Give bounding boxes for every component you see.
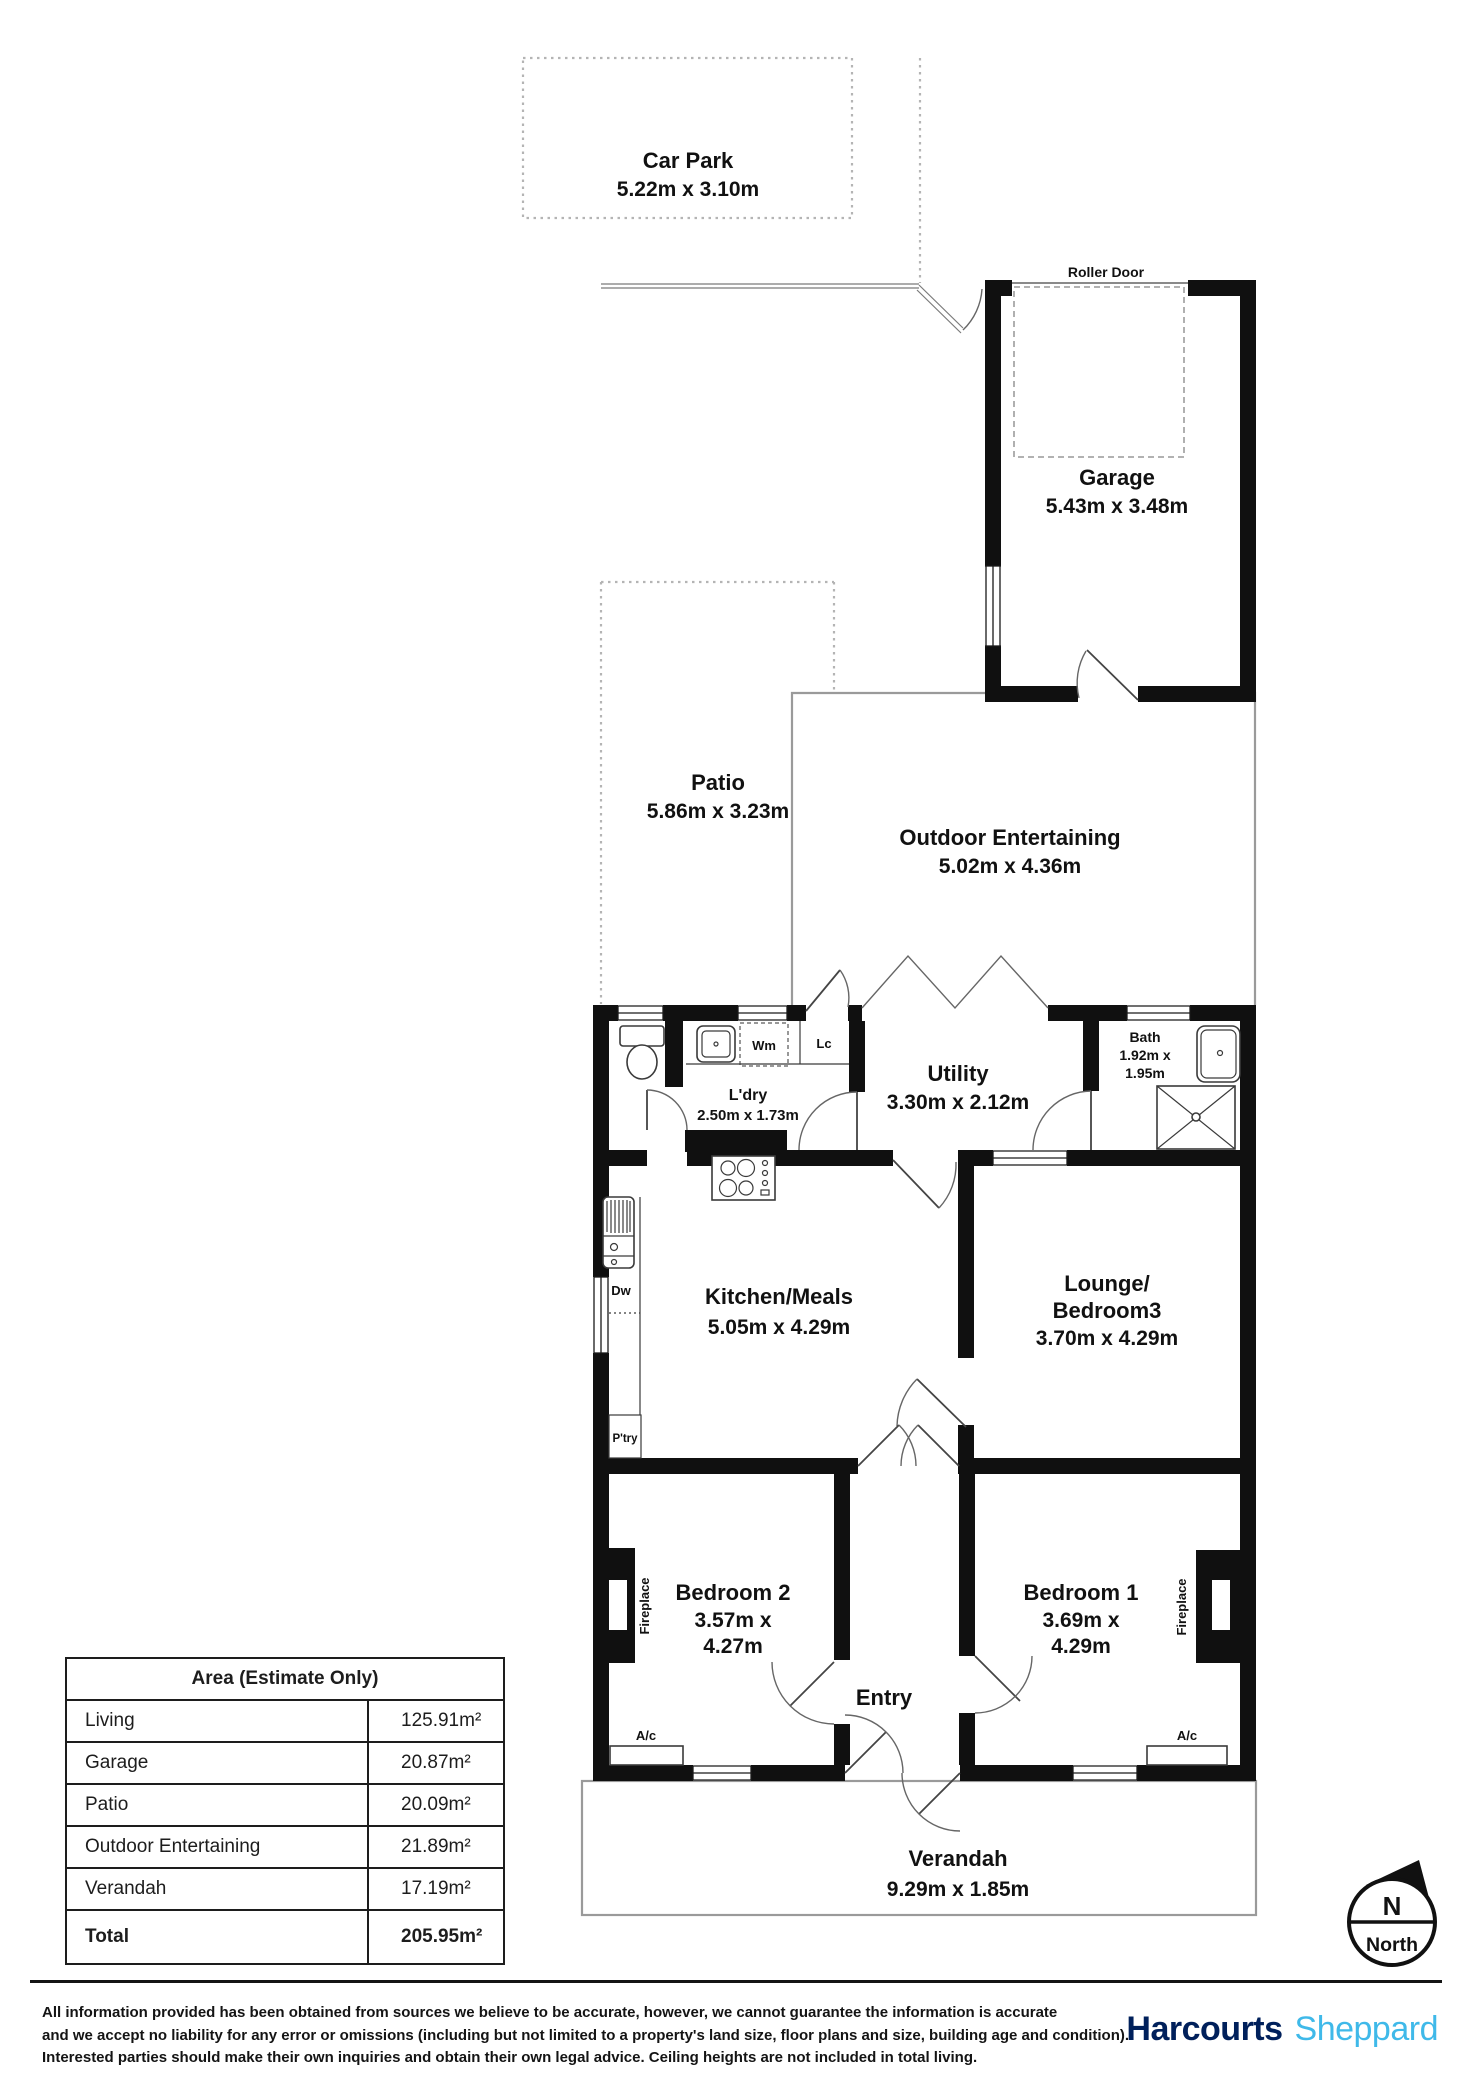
garage-zone xyxy=(984,264,1256,702)
verandah-dims: 9.29m x 1.85m xyxy=(886,1878,1030,1901)
lounge-door-arc xyxy=(897,1379,917,1426)
verandah-label: Verandah xyxy=(908,1846,1008,1871)
ac-label: A/c xyxy=(1176,1728,1198,1743)
agency-logo xyxy=(1126,2010,1438,2049)
entry-door-leaf xyxy=(918,1425,959,1466)
bath-label: Bath xyxy=(1129,1029,1161,1045)
area-table-title: Area (Estimate Only) xyxy=(67,1659,503,1701)
window xyxy=(1127,1006,1190,1020)
lounge-door-leaf xyxy=(917,1379,966,1427)
carpark-label: Car Park xyxy=(642,148,734,173)
utility-kitchen-door-arc xyxy=(939,1162,956,1208)
garage-window xyxy=(984,566,1002,646)
logo-primary-text: Harcourts xyxy=(1126,2010,1283,2048)
table-cell-value: 125.91m² xyxy=(401,1710,482,1731)
utility-label: Utility xyxy=(927,1061,989,1086)
bedroom2-dims-2: 4.27m xyxy=(703,1635,763,1658)
table-row xyxy=(67,1701,503,1743)
laundry-label: L'dry xyxy=(728,1087,768,1104)
pantry-label: P'try xyxy=(612,1433,638,1445)
lounge-label-1: Lounge/ xyxy=(1064,1271,1150,1296)
disclaimer-line: and we accept no liability for any error or omissions (including but not limited to a property's land size, floor plans and size, building age and condition). xyxy=(42,2026,1130,2044)
lounge-dims: 3.70m x 4.29m xyxy=(1035,1327,1179,1350)
window xyxy=(693,1766,751,1780)
utility-bath-wall xyxy=(1083,1021,1099,1091)
window xyxy=(594,1277,608,1353)
ac-label: A/c xyxy=(635,1728,657,1743)
garage-wall xyxy=(985,280,1001,566)
window xyxy=(993,1151,1067,1165)
roller-door-label: Roller Door xyxy=(1067,264,1145,280)
dishwasher-label: Dw xyxy=(611,1283,631,1298)
utility-west-door-arc xyxy=(799,1092,857,1150)
garage-wall xyxy=(985,280,1012,296)
garage-label: Garage xyxy=(1079,465,1155,490)
carpark-zone xyxy=(523,58,982,333)
disclaimer-text xyxy=(42,2002,1172,2070)
patio-dims: 5.86m x 3.23m xyxy=(646,800,790,823)
garage-wall xyxy=(1240,280,1256,702)
table-row xyxy=(67,1869,503,1911)
patio-zone xyxy=(601,582,834,1004)
bedroom1-dims-2: 4.29m xyxy=(1051,1635,1111,1658)
logo-secondary-text: Sheppard xyxy=(1294,2010,1438,2048)
laundry-dims: 2.50m x 1.73m xyxy=(697,1107,799,1124)
disclaimer-line: Interested parties should make their own inquiries and obtain their own legal advice. Ceiling heights are not included in total living. xyxy=(42,2049,978,2066)
carpark-dims: 5.22m x 3.10m xyxy=(616,178,760,201)
path-door-leaf xyxy=(919,285,963,328)
bathtub-icon xyxy=(1197,1026,1240,1082)
outdoor-entertaining-zone xyxy=(792,693,1255,1005)
shower-icon xyxy=(1157,1086,1235,1149)
bedroom1-door-leaf xyxy=(975,1656,1020,1701)
windows xyxy=(594,1006,1190,1780)
utility-kitchen-door-leaf xyxy=(893,1160,939,1208)
table-cell-label: Total xyxy=(67,1911,369,1963)
bedroom1-label: Bedroom 1 xyxy=(1023,1580,1139,1605)
washing-machine-label: Wm xyxy=(752,1038,776,1053)
bedroom1-dims-1: 3.69m x xyxy=(1042,1609,1120,1632)
laundry-sink-icon xyxy=(697,1026,735,1062)
garage-side-door-arc xyxy=(963,289,982,330)
utility-dims: 3.30m x 2.12m xyxy=(886,1091,1030,1114)
fridge-icon xyxy=(603,1197,634,1268)
fireplace-label: Fireplace xyxy=(637,1577,652,1635)
patio-label: Patio xyxy=(691,770,745,795)
outdoor-label: Outdoor Entertaining xyxy=(899,825,1121,850)
footer-divider xyxy=(30,1980,1442,1983)
lounge-label-2: Bedroom3 xyxy=(1052,1298,1162,1323)
garage-rear-door-opening xyxy=(1078,686,1138,702)
bath-door-arc xyxy=(1033,1091,1091,1150)
bath-dims-1: 1.92m x xyxy=(1119,1047,1171,1063)
table-cell-label: Patio xyxy=(67,1785,369,1825)
disclaimer-line: All information provided has been obtained from sources we believe to be accurate, however, we cannot guarantee the information is accurate xyxy=(42,2004,1058,2021)
table-cell-label: Living xyxy=(67,1701,369,1741)
window xyxy=(618,1006,663,1020)
compass xyxy=(1349,1860,1435,1965)
table-row xyxy=(67,1743,503,1785)
table-row xyxy=(67,1785,503,1827)
compass-north: North xyxy=(1366,1934,1418,1956)
table-cell-label: Outdoor Entertaining xyxy=(67,1827,369,1867)
table-cell-value: 20.87m² xyxy=(401,1752,471,1773)
wc-partition xyxy=(665,1021,683,1087)
entry-door-leaf xyxy=(858,1425,899,1466)
outdoor-dims: 5.02m x 4.36m xyxy=(938,855,1082,878)
compass-n: N xyxy=(1382,1891,1402,1921)
roller-door-panel xyxy=(1014,287,1184,457)
table-cell-label: Verandah xyxy=(67,1869,369,1909)
garage-dims: 5.43m x 3.48m xyxy=(1045,495,1189,518)
front-door-leaf xyxy=(919,1773,960,1814)
table-row-total xyxy=(67,1911,503,1963)
bedroom2-label: Bedroom 2 xyxy=(675,1580,791,1605)
window xyxy=(738,1006,787,1020)
laundry-utility-wall xyxy=(849,1021,865,1092)
window xyxy=(1073,1766,1137,1780)
path-door-leaf xyxy=(917,290,961,333)
front-door-leaf xyxy=(845,1732,886,1773)
table-cell-value: 21.89m² xyxy=(401,1836,471,1857)
verandah-zone xyxy=(582,1781,1256,1915)
bedroom2-dims-1: 3.57m x xyxy=(694,1609,772,1632)
ac-unit-icon xyxy=(610,1746,683,1765)
laundry-door-arc xyxy=(647,1090,687,1130)
laundry-cabinet-wall xyxy=(685,1130,787,1152)
bedroom2-door-leaf xyxy=(790,1662,834,1706)
table-cell-value: 205.95m² xyxy=(401,1926,483,1947)
area-table xyxy=(65,1657,505,1965)
patio-door-arc xyxy=(840,970,849,1007)
ac-unit-icon xyxy=(1147,1746,1227,1765)
bath-dims-2: 1.95m xyxy=(1125,1065,1165,1081)
cooktop-icon xyxy=(712,1156,775,1200)
table-row xyxy=(67,1827,503,1869)
table-cell-label: Garage xyxy=(67,1743,369,1783)
table-cell-value: 17.19m² xyxy=(401,1878,471,1899)
garage-wall xyxy=(1138,686,1256,702)
kitchen-label: Kitchen/Meals xyxy=(705,1284,853,1309)
french-doors xyxy=(862,956,1048,1008)
fireplace-label: Fireplace xyxy=(1174,1578,1189,1636)
garage-wall xyxy=(985,686,1078,702)
table-cell-value: 20.09m² xyxy=(401,1794,471,1815)
toilet-icon xyxy=(620,1026,664,1079)
pantry xyxy=(609,1415,641,1458)
linen-closet-label: Lc xyxy=(816,1036,832,1051)
kitchen-dims: 5.05m x 4.29m xyxy=(707,1316,851,1339)
patio-door-leaf xyxy=(806,970,840,1011)
entry-label: Entry xyxy=(855,1685,913,1710)
